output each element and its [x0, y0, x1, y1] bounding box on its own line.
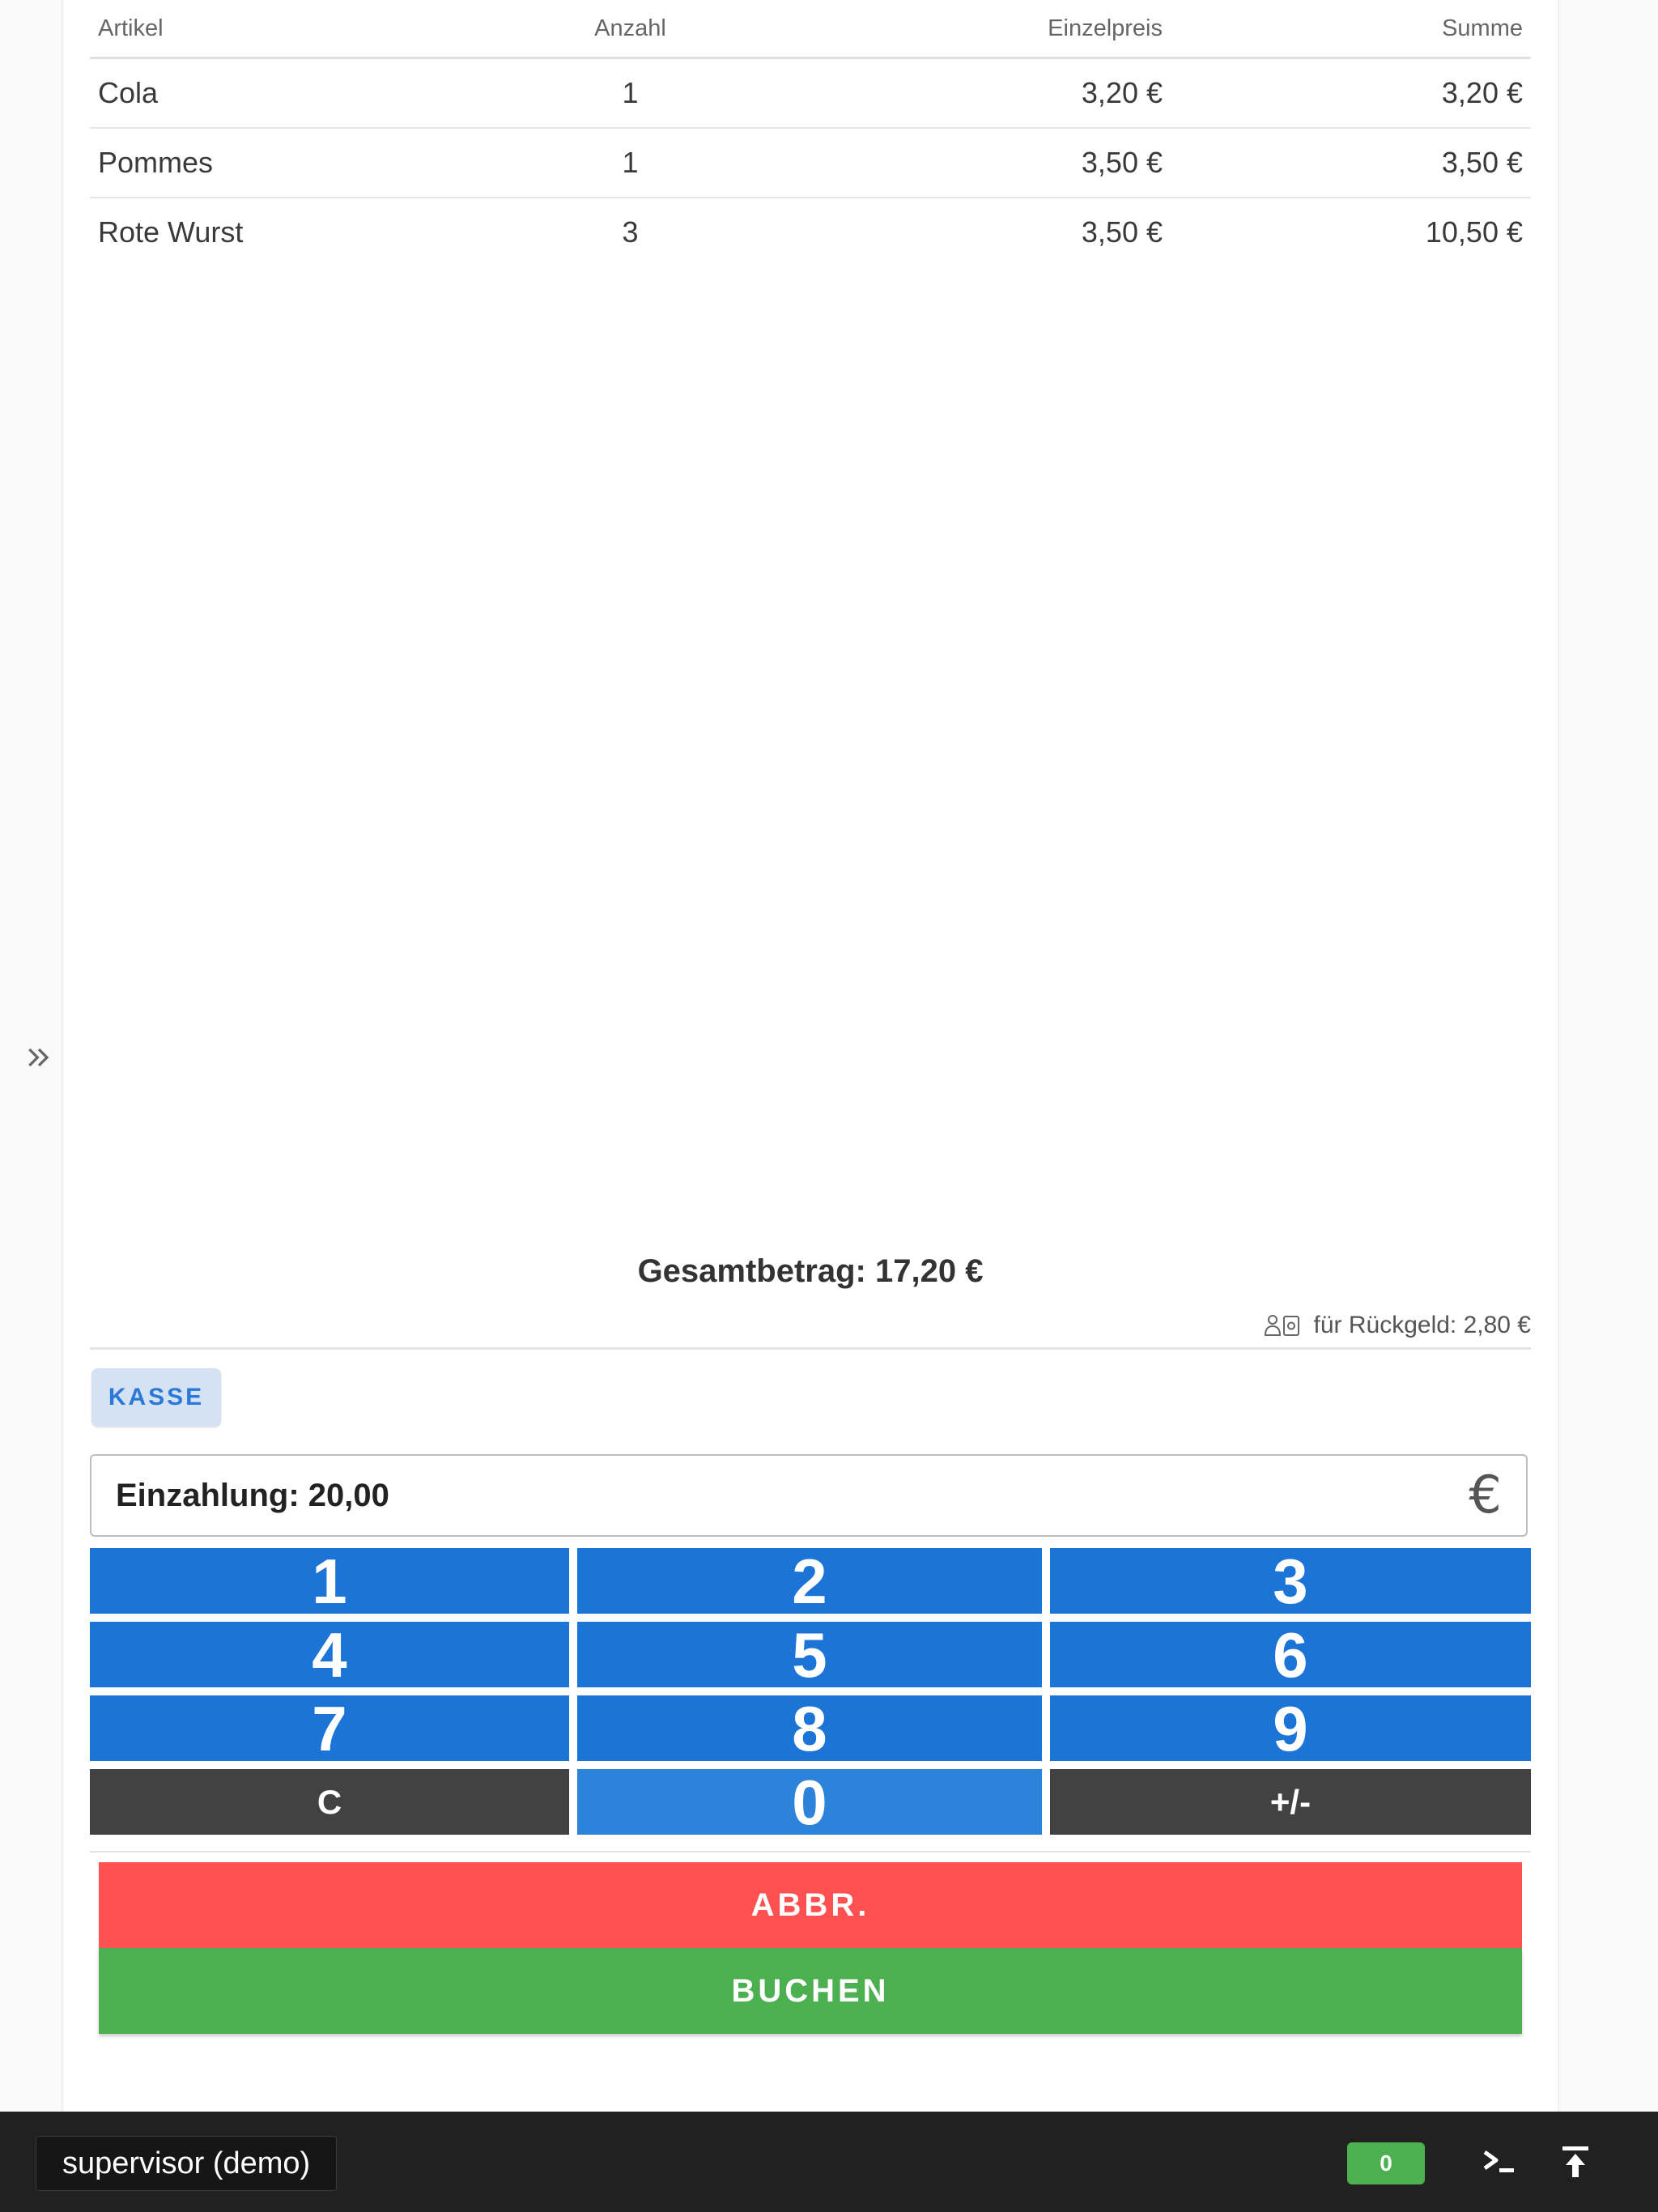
terminal-icon	[1480, 2146, 1519, 2178]
order-items-table	[90, 0, 1531, 266]
row-unit-price: 3,50 €	[810, 129, 1171, 198]
key-9[interactable]: 9	[1050, 1695, 1531, 1761]
cash-change-icon	[1264, 1313, 1301, 1338]
table-row[interactable]	[90, 59, 1531, 129]
row-quantity: 1	[450, 129, 810, 198]
column-header-unit-price[interactable]: Einzelpreis	[810, 0, 1171, 59]
deposit-field[interactable]	[90, 1454, 1528, 1537]
key-7[interactable]: 7	[90, 1695, 569, 1761]
user-chip[interactable]: supervisor (demo)	[36, 2136, 337, 2191]
numeric-keypad	[90, 1545, 1531, 1838]
row-article: Cola	[90, 59, 450, 129]
expand-sidebar-button[interactable]	[18, 1036, 60, 1078]
change-info	[1264, 1312, 1532, 1339]
row-quantity: 1	[450, 59, 810, 129]
column-header-sum[interactable]: Summe	[1171, 0, 1531, 59]
change-text: für Rückgeld: 2,80 €	[1313, 1312, 1531, 1338]
row-quantity: 3	[622, 215, 639, 249]
table-row[interactable]	[90, 198, 1531, 266]
book-button[interactable]: BUCHEN	[99, 1948, 1522, 2034]
key-8[interactable]: 8	[577, 1695, 1042, 1761]
key-clear[interactable]: C	[90, 1769, 569, 1835]
row-sum: 3,20 €	[1171, 59, 1531, 129]
footer-bar	[0, 2112, 1658, 2212]
row-unit-price: 3,50 €	[1081, 215, 1163, 249]
key-5[interactable]: 5	[577, 1622, 1042, 1687]
key-1[interactable]: 1	[90, 1548, 569, 1614]
abort-button[interactable]: ABBR.	[99, 1862, 1522, 1948]
arrow-to-top-icon	[1559, 2144, 1592, 2180]
count-badge[interactable]: 0	[1347, 2142, 1425, 2184]
terminal-button[interactable]	[1475, 2138, 1524, 2186]
row-unit-price: 3,20 €	[810, 59, 1171, 129]
checkout-panel	[63, 0, 1558, 2112]
euro-icon: €	[1469, 1465, 1502, 1525]
summary-divider	[90, 1347, 1531, 1350]
register-chip[interactable]: KASSE	[91, 1368, 221, 1427]
row-sum: 3,50 €	[1171, 129, 1531, 198]
table-row[interactable]	[90, 129, 1531, 198]
column-header-quantity[interactable]: Anzahl	[450, 0, 810, 59]
table-header-row	[90, 0, 1531, 59]
key-6[interactable]: 6	[1050, 1622, 1531, 1687]
key-2[interactable]: 2	[577, 1548, 1042, 1614]
total-amount: Gesamtbetrag: 17,20 €	[637, 1253, 984, 1289]
key-3[interactable]: 3	[1050, 1548, 1531, 1614]
key-plus-minus[interactable]: +/-	[1050, 1769, 1531, 1835]
row-article: Rote Wurst	[98, 215, 244, 249]
column-header-article[interactable]: Artikel	[90, 0, 450, 59]
deposit-value: Einzahlung: 20,00	[116, 1477, 389, 1513]
actions-divider	[90, 1851, 1531, 1853]
row-article: Pommes	[90, 129, 450, 198]
row-sum: 10,50 €	[1425, 215, 1523, 249]
double-chevron-right-icon	[23, 1041, 55, 1074]
key-4[interactable]: 4	[90, 1622, 569, 1687]
scroll-top-button[interactable]	[1551, 2138, 1600, 2186]
key-0[interactable]: 0	[577, 1769, 1042, 1835]
